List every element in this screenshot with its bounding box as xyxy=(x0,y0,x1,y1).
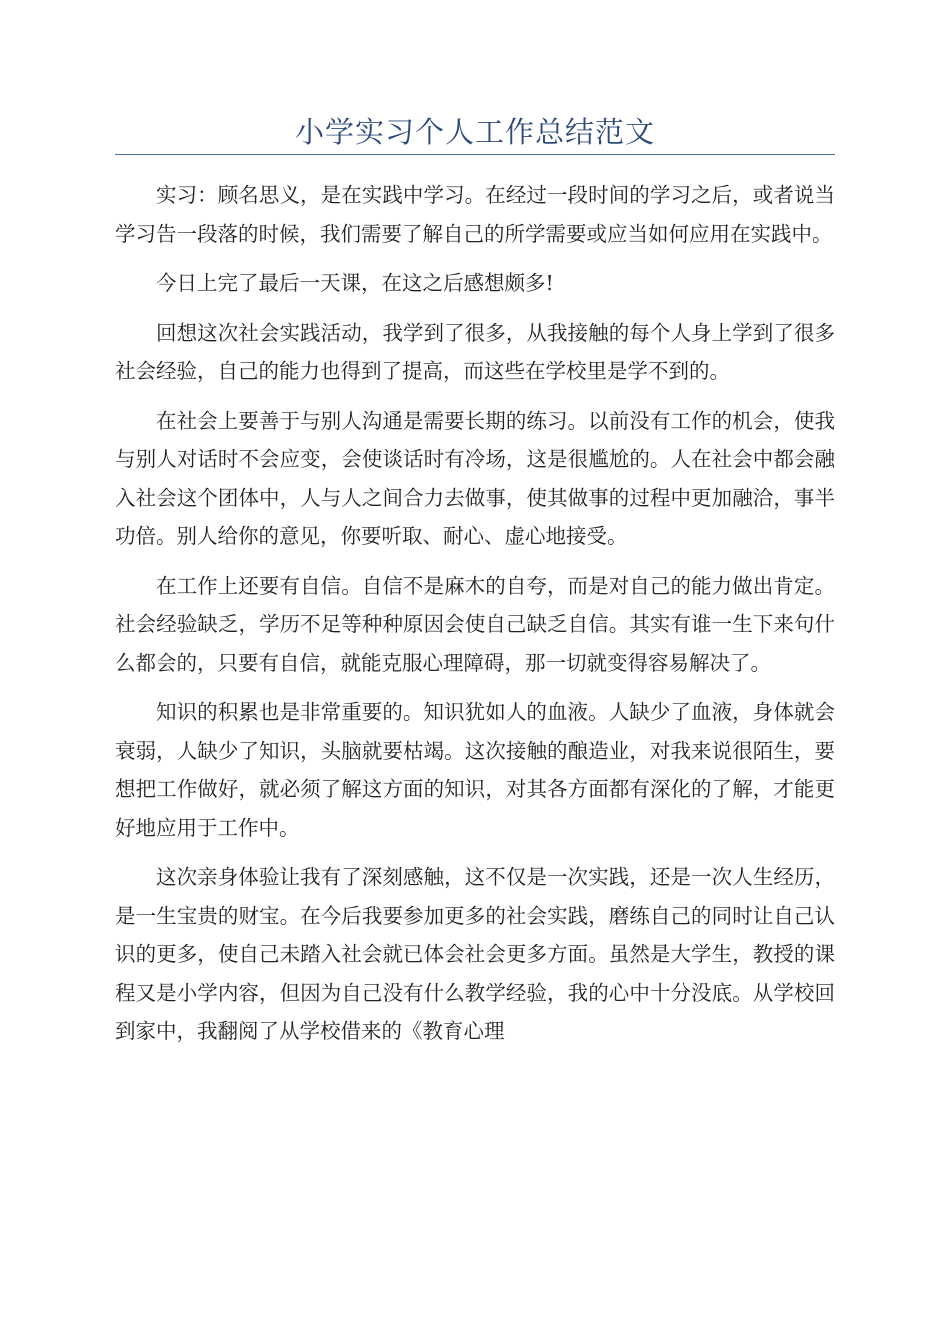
paragraph-7: 这次亲身体验让我有了深刻感触，这不仅是一次实践，还是一次人生经历，是一生宝贵的财宝。在今后我要参加更多的社会实践，磨练自己的同时让自己认识的更多，使自己未踏入社会就已体会社会更多方面。虽然是大学生，教授的课程又是小学内容，但因为自己没有什么教学经验，我的心中十分没底。从学校回到家中，我翻阅了从学校借来的《教育心理 xyxy=(115,865,835,1043)
paragraph-5: 在工作上还要有自信。自信不是麻木的自夸，而是对自己的能力做出肯定。社会经验缺乏，学历不足等种种原因会使自己缺乏自信。其实有谁一生下来句什么都会的，只要有自信，就能克服心理障碍，那一切就变得容易解决了。 xyxy=(115,573,835,675)
title-underline xyxy=(115,154,835,155)
paragraph-3: 回想这次社会实践活动，我学到了很多，从我接触的每个人身上学到了很多社会经验，自己的能力也得到了提高，而这些在学校里是学不到的。 xyxy=(115,320,835,383)
paragraph-6: 知识的积累也是非常重要的。知识犹如人的血液。人缺少了血液，身体就会衰弱，人缺少了知识，头脑就要枯竭。这次接触的酿造业，对我来说很陌生，要想把工作做好，就必须了解这方面的知识，对其各方面都有深化的了解，才能更好地应用于工作中。 xyxy=(115,700,835,840)
document-title: 小学实习个人工作总结范文 xyxy=(294,115,655,149)
paragraph-4: 在社会上要善于与别人沟通是需要长期的练习。以前没有工作的机会，使我与别人对话时不会应变，会使谈话时有冷场，这是很尴尬的。人在社会中都会融入社会这个团体中，人与人之间合力去做事，使其做事的过程中更加融洽，事半功倍。别人给你的意见，你要听取、耐心、虚心地接受。 xyxy=(115,408,835,548)
document-body xyxy=(115,176,835,1062)
paragraph-1: 实习：顾名思义，是在实践中学习。在经过一段时间的学习之后，或者说当学习告一段落的时候，我们需要了解自己的所学需要或应当如何应用在实践中。 xyxy=(115,183,835,246)
title-block xyxy=(115,112,835,155)
paragraph-2: 今日上完了最后一天课，在这之后感想颇多! xyxy=(156,271,554,295)
